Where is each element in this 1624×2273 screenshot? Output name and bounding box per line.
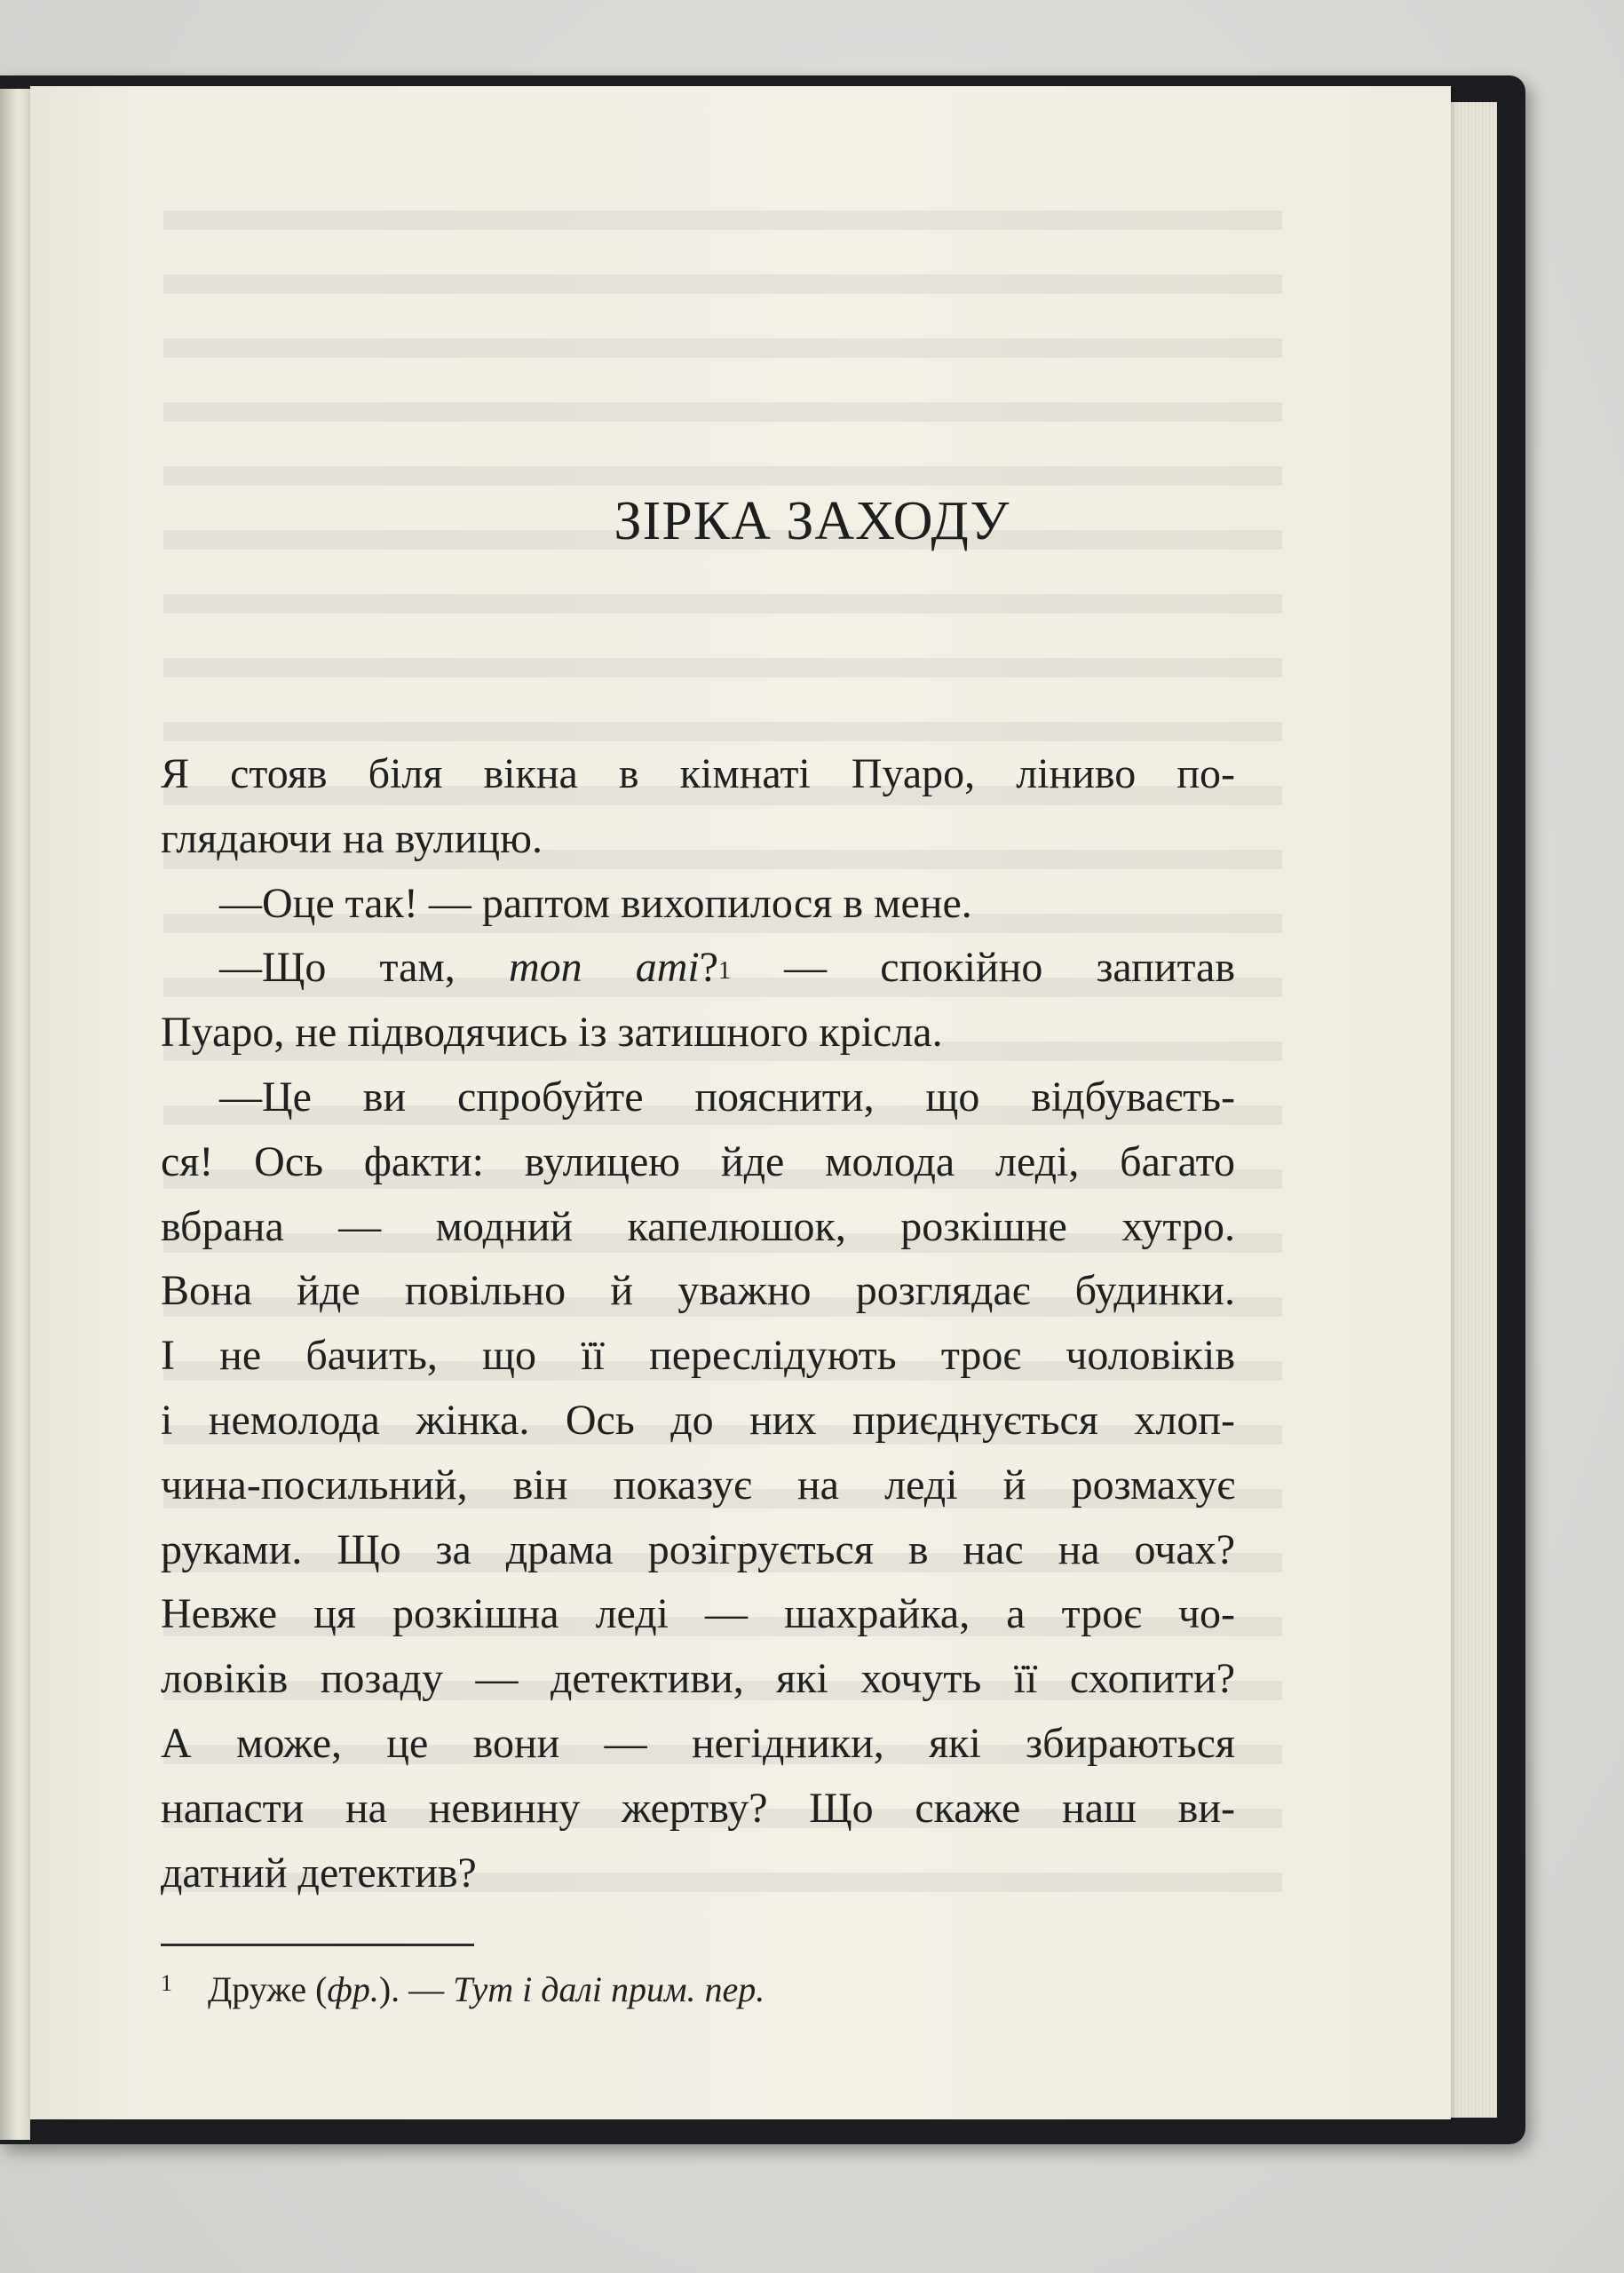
body-text [161,742,1235,1905]
text-line: напасти на невинну жертву? Що скаже наш ви- [161,1784,1235,1832]
text-line: глядаючи на вулицю. [161,814,543,862]
text-line: ся! Ось факти: вулицею йде молода леді, багато [161,1137,1235,1185]
page-edges [1447,102,1497,2118]
previous-page-edge [0,89,30,2140]
text-line: ловіків позаду — детективи, які хочуть її схопити? [161,1655,1235,1703]
text-line: руками. Що за драма розігрується в нас на очах? [161,1525,1235,1573]
text-line: Пуаро, не підводячись із затишного крісла. [161,1009,943,1057]
chapter-title: ЗІРКА ЗАХОДУ [614,491,1010,551]
text-line: А може, це вони — негідники, які збираються [161,1719,1235,1767]
footnote [161,1968,764,2010]
text-line: Вона йде повільно й уважно розглядає будинки. [161,1267,1235,1315]
footnote-separator [161,1944,474,1946]
dialogue-end: — спокійно запитав [731,944,1235,992]
dialogue-start: —Що там, [219,944,509,992]
text-line: Я стояв біля вікна в кімнаті Пуаро, ліниво по- [161,750,1235,797]
footnote-text-mid: ). — [378,1969,454,2009]
text-line: І не бачить, що її переслідують троє чоловіків [161,1332,1235,1380]
footnote-abbreviation: фр. [327,1969,379,2009]
text-line: —Це ви спробуйте пояснити, що відбуваєть- [219,1073,1235,1121]
footnote-translator-note: Тут і далі прим. пер. [453,1969,765,2009]
footnote-text-start: Друже ( [208,1969,328,2009]
text-line: датний детектив? [161,1849,477,1897]
text-line [161,936,1235,1001]
text-line: і немолода жінка. Ось до них приєднується хлоп- [161,1396,1235,1444]
text-line: —Оце так! — раптом вихопилося в мене. [219,879,972,927]
question-mark: ? [699,944,719,992]
footnote-number: 1 [161,1970,172,1996]
footnote-reference: 1 [718,957,732,986]
text-line: чина-посильний, він показує на леді й розмахує [161,1461,1235,1509]
text-line: вбрана — модний капелюшок, розкішне хутро. [161,1202,1235,1250]
foreign-phrase: mon ami [508,944,700,992]
text-line: Невже ця розкішна леді — шахрайка, а троє чо- [161,1590,1235,1638]
